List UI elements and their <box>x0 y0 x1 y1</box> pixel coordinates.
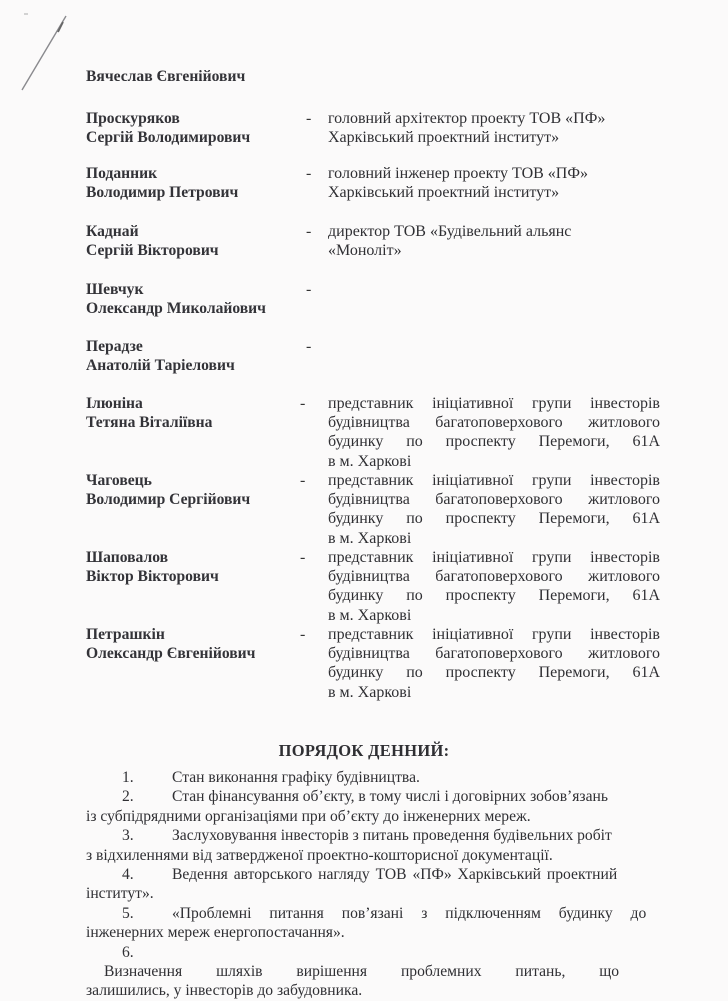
participant-given-name: Тетяна Віталіївна <box>86 414 213 431</box>
role-line: в м. Харкові <box>328 452 412 470</box>
role-word: Перемоги, <box>538 587 610 605</box>
role-word: житлового <box>588 414 660 432</box>
agenda-item-continuation: інженерних мереж енергопостачання». <box>86 924 345 942</box>
agenda-item-text: Ведення авторського нагляду ТОВ «ПФ» Харківський проектний <box>172 866 618 884</box>
role-word: групи <box>531 549 572 566</box>
dash-separator: - <box>300 395 306 412</box>
role-word: групи <box>531 626 572 643</box>
role-word: проспекту <box>445 587 516 605</box>
role-word: житлового <box>588 491 660 509</box>
participant-surname: Чаговець <box>86 472 152 489</box>
participant-given-name: Вячеслав Євгенійович <box>86 68 246 85</box>
role-word: житлового <box>588 568 660 586</box>
role-word: будівництва <box>328 568 410 586</box>
dash-separator: - <box>306 165 312 182</box>
participant-name <box>86 548 219 586</box>
agenda-item-continuation: залишились, у інвесторів до забудовника. <box>86 982 363 1000</box>
role-word: 61А <box>632 510 660 528</box>
role-word: 61А <box>632 664 660 682</box>
agenda-item-text: Заслуховування інвесторів з питань проведення будівельних робіт <box>172 827 612 845</box>
role-line <box>328 586 660 605</box>
role-word: представник <box>328 549 414 566</box>
participant-surname: Перадзе <box>86 338 143 355</box>
role-line <box>328 432 660 451</box>
dash-separator: - <box>300 549 306 566</box>
role-word: проспекту <box>445 510 516 528</box>
role-word: інвесторів <box>590 395 660 412</box>
agenda-item-number: 2. <box>122 788 134 806</box>
participant-role <box>328 471 660 548</box>
role-word: інвесторів <box>590 549 660 566</box>
agenda-item-continuation: з відхиленнями від затвердженої проектно-кошторисної документації. <box>86 846 553 864</box>
agenda-list <box>86 768 661 1001</box>
role-line: директор ТОВ «Будівельний альянс <box>328 223 572 240</box>
role-word: Перемоги, <box>538 664 610 682</box>
participant-name <box>86 625 255 663</box>
role-word: ініціативної <box>432 626 514 643</box>
agenda-item-continuation: інститут». <box>86 885 154 903</box>
agenda-item <box>86 943 661 1001</box>
agenda-item <box>86 826 661 865</box>
participant-given-name: Анатолій Таріелович <box>86 357 235 374</box>
agenda-heading: ПОРЯДОК ДЕННИЙ: <box>278 741 450 760</box>
dash-separator: - <box>300 626 306 643</box>
role-line: головний архітектор проекту ТОВ «ПФ» <box>328 110 606 127</box>
role-line: в м. Харкові <box>328 529 412 547</box>
participant-role <box>328 164 660 202</box>
role-line <box>328 471 660 490</box>
participant-given-name: Володимир Петрович <box>86 184 239 201</box>
role-word: 61А <box>632 433 660 451</box>
agenda-item <box>86 768 661 787</box>
role-word: будинку <box>328 510 384 528</box>
agenda-item-number: 6. <box>122 943 134 961</box>
role-word: проспекту <box>445 433 516 451</box>
role-line <box>328 625 660 644</box>
participant-name <box>86 337 235 375</box>
role-word: групи <box>531 395 572 412</box>
role-line <box>328 490 660 509</box>
role-word: представник <box>328 395 414 412</box>
role-line <box>328 509 660 528</box>
role-word: ініціативної <box>432 395 514 412</box>
role-word: будівництва <box>328 491 410 509</box>
role-word: інвесторів <box>590 472 660 489</box>
role-word: будівництва <box>328 645 410 663</box>
role-word: багатоповерхового <box>435 568 563 586</box>
participant-surname: Каднай <box>86 223 139 240</box>
role-line: головний інженер проекту ТОВ «ПФ» <box>328 165 588 182</box>
role-line <box>328 567 660 586</box>
participant-name <box>86 109 250 147</box>
role-word: інвесторів <box>590 626 660 643</box>
role-word: будинку <box>328 587 384 605</box>
participant-given-name: Олександр Миколайович <box>86 300 266 317</box>
agenda-item-text: Стан виконання графіку будівництва. <box>172 769 420 786</box>
role-word: представник <box>328 626 414 643</box>
agenda-item-number: 4. <box>122 866 134 884</box>
participant-surname: Проскуряков <box>86 110 180 127</box>
role-word: житлового <box>588 645 660 663</box>
pen-stroke-mark <box>18 12 78 92</box>
role-word: по <box>406 510 423 528</box>
participant-role <box>328 625 660 702</box>
participant-name <box>86 394 212 432</box>
participant-given-name: Сергій Вікторович <box>86 242 219 259</box>
role-line: Харківський проектний інститут» <box>328 184 560 202</box>
role-word: Перемоги, <box>538 510 610 528</box>
role-word: по <box>406 664 423 682</box>
role-line <box>328 663 660 682</box>
role-word: проспекту <box>445 664 516 682</box>
agenda-item-number: 5. <box>122 904 134 922</box>
agenda-item-text: «Проблемні питання пов’язані з підключенням будинку до <box>172 904 647 922</box>
role-line: в м. Харкові <box>328 683 412 701</box>
participant-name <box>86 280 266 318</box>
participant-role <box>328 109 660 147</box>
role-word: багатоповерхового <box>435 645 563 663</box>
agenda-item <box>86 787 661 826</box>
agenda-item <box>86 904 661 943</box>
role-line: «Моноліт» <box>328 242 402 260</box>
participant-name <box>86 164 238 202</box>
role-word: ініціативної <box>432 472 514 489</box>
participant-given-name: Олександр Євгенійович <box>86 645 256 662</box>
participant-name <box>86 222 219 260</box>
participant-given-name: Віктор Вікторович <box>86 568 219 585</box>
participant-role <box>328 548 660 625</box>
agenda-item-text: Стан фінансування об’єкту, в тому числі і договірних зобов’язань <box>172 788 608 806</box>
agenda-item <box>86 865 661 904</box>
role-word: будинку <box>328 664 384 682</box>
participant-role <box>328 222 660 260</box>
participant-surname: Петрашкін <box>86 626 165 643</box>
dash-separator: - <box>306 281 312 298</box>
role-word: 61А <box>632 587 660 605</box>
role-word: будинку <box>328 433 384 451</box>
role-line <box>328 394 660 413</box>
role-word: по <box>406 433 423 451</box>
dash-separator: - <box>306 338 312 355</box>
participant-name <box>86 67 245 86</box>
agenda-item-continuation: із субпідрядними організаціями при об’єкту до інженерних мереж. <box>86 807 531 825</box>
agenda-item-text: Визначення шляхів вирішення проблемних питань, що <box>104 963 620 981</box>
participant-surname: Шевчук <box>86 281 144 298</box>
participant-surname: Поданник <box>86 165 158 182</box>
participant-given-name: Сергій Володимирович <box>86 129 251 146</box>
role-word: Перемоги, <box>538 433 610 451</box>
participant-name <box>86 471 250 509</box>
dash-separator: - <box>300 472 306 489</box>
dash-separator: - <box>306 110 312 127</box>
role-line <box>328 548 660 567</box>
role-line: в м. Харкові <box>328 606 412 624</box>
participant-given-name: Володимир Сергійович <box>86 491 251 508</box>
role-word: групи <box>531 472 572 489</box>
role-line: Харківський проектний інститут» <box>328 129 560 147</box>
role-line <box>328 413 660 432</box>
role-word: багатоповерхового <box>435 491 563 509</box>
participant-surname: Ілюніна <box>86 395 143 412</box>
participant-role <box>328 394 660 471</box>
agenda-item-number: 3. <box>122 827 134 845</box>
role-word: по <box>406 587 423 605</box>
role-word: представник <box>328 472 414 489</box>
agenda-item-number: 1. <box>122 769 134 786</box>
participant-surname: Шаповалов <box>86 549 169 566</box>
dash-separator: - <box>306 223 312 240</box>
role-word: багатоповерхового <box>435 414 563 432</box>
role-line <box>328 644 660 663</box>
role-word: будівництва <box>328 414 410 432</box>
role-word: ініціативної <box>432 549 514 566</box>
